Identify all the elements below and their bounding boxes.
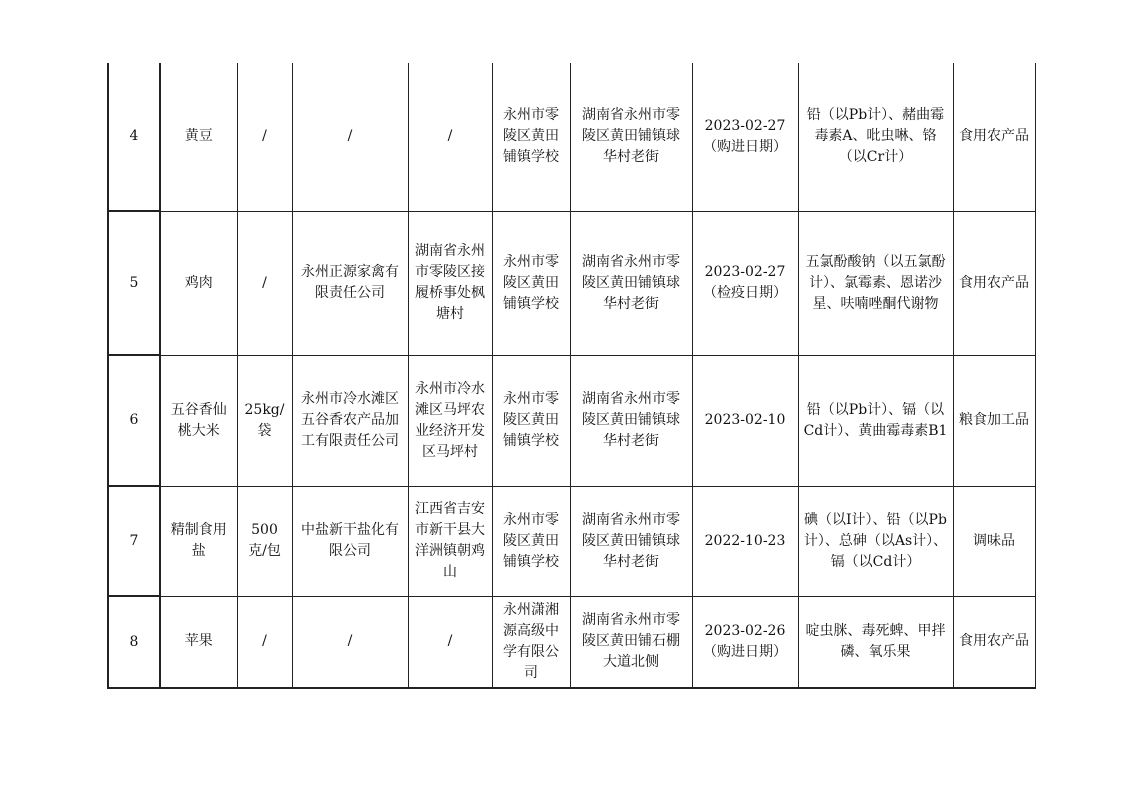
product-spec: / (237, 596, 292, 688)
row-number: 6 (108, 355, 160, 486)
seller-name: 永州市零陵区黄田铺镇学校 (492, 486, 570, 596)
row-number: 8 (108, 596, 160, 688)
producer-name: 永州市冷水滩区五谷香农产品加工有限责任公司 (292, 355, 408, 486)
food-category: 食用农产品 (953, 63, 1035, 211)
product-name: 五谷香仙桃大米 (160, 355, 237, 486)
row-number: 4 (108, 63, 160, 211)
table-row (108, 596, 1035, 688)
producer-name: / (292, 63, 408, 211)
row-number: 7 (108, 486, 160, 596)
sampling-results-table (107, 63, 1036, 689)
seller-address: 湖南省永州市零陵区黄田铺镇球华村老街 (570, 211, 692, 355)
production-date: 2023-02-26（购进日期） (692, 596, 798, 688)
seller-name: 永州潇湘源高级中学有限公司 (492, 596, 570, 688)
inspection-items: 铅（以Pb计）、赭曲霉毒素A、吡虫啉、铬（以Cr计） (798, 63, 953, 211)
seller-address: 湖南省永州市零陵区黄田铺镇球华村老街 (570, 355, 692, 486)
food-category: 食用农产品 (953, 211, 1035, 355)
product-name: 苹果 (160, 596, 237, 688)
producer-address: 湖南省永州市零陵区接履桥事处枫塘村 (408, 211, 492, 355)
seller-address: 湖南省永州市零陵区黄田铺石棚大道北侧 (570, 596, 692, 688)
seller-name: 永州市零陵区黄田铺镇学校 (492, 63, 570, 211)
food-category: 食用农产品 (953, 596, 1035, 688)
product-name: 精制食用盐 (160, 486, 237, 596)
row-number: 5 (108, 211, 160, 355)
seller-address: 湖南省永州市零陵区黄田铺镇球华村老街 (570, 486, 692, 596)
table-row (108, 486, 1035, 596)
inspection-items: 碘（以I计）、铅（以Pb计）、总砷（以As计）、镉（以Cd计） (798, 486, 953, 596)
table-row (108, 63, 1035, 211)
producer-name: 永州正源家禽有限责任公司 (292, 211, 408, 355)
inspection-items: 啶虫脒、毒死蜱、甲拌磷、氧乐果 (798, 596, 953, 688)
inspection-items: 五氯酚酸钠（以五氯酚计）、氯霉素、恩诺沙星、呋喃唑酮代谢物 (798, 211, 953, 355)
seller-address: 湖南省永州市零陵区黄田铺镇球华村老街 (570, 63, 692, 211)
table-row (108, 211, 1035, 355)
product-spec: / (237, 63, 292, 211)
product-spec: 25kg/袋 (237, 355, 292, 486)
producer-address: 永州市冷水滩区马坪农业经济开发区马坪村 (408, 355, 492, 486)
product-name: 黄豆 (160, 63, 237, 211)
producer-address: 江西省吉安市新干县大洋洲镇朝鸡山 (408, 486, 492, 596)
producer-name: 中盐新干盐化有限公司 (292, 486, 408, 596)
product-spec: 500克/包 (237, 486, 292, 596)
producer-address: / (408, 63, 492, 211)
production-date: 2022-10-23 (692, 486, 798, 596)
seller-name: 永州市零陵区黄田铺镇学校 (492, 355, 570, 486)
producer-name: / (292, 596, 408, 688)
producer-address: / (408, 596, 492, 688)
table-row (108, 355, 1035, 486)
inspection-items: 铅（以Pb计）、镉（以Cd计）、黄曲霉毒素B1 (798, 355, 953, 486)
product-spec: / (237, 211, 292, 355)
food-category: 调味品 (953, 486, 1035, 596)
seller-name: 永州市零陵区黄田铺镇学校 (492, 211, 570, 355)
food-category: 粮食加工品 (953, 355, 1035, 486)
product-name: 鸡肉 (160, 211, 237, 355)
production-date: 2023-02-27（购进日期） (692, 63, 798, 211)
production-date: 2023-02-27（检疫日期） (692, 211, 798, 355)
production-date: 2023-02-10 (692, 355, 798, 486)
